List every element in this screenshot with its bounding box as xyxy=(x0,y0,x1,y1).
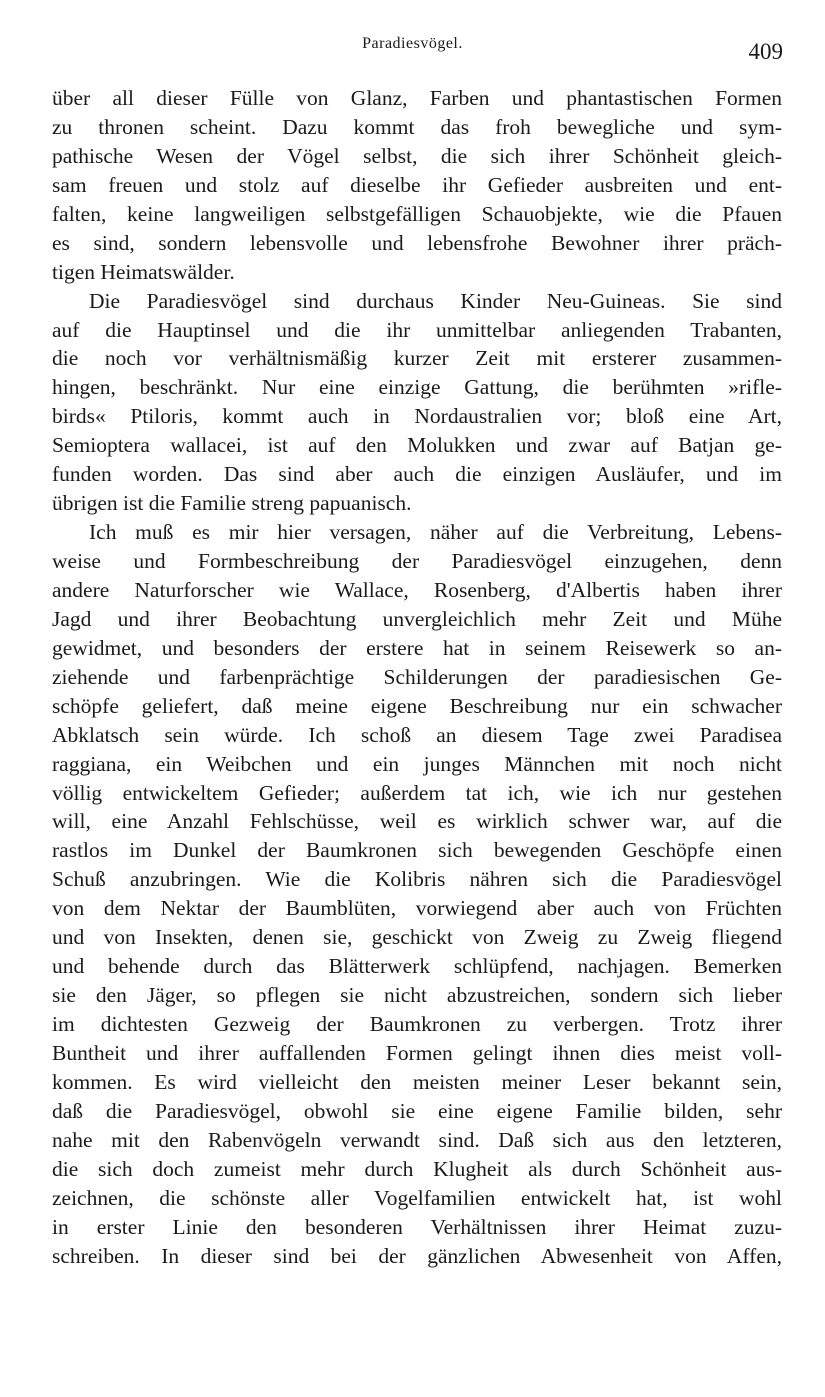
text-line: kommen. Es wird vielleicht den meisten meiner Leser bekannt sein, xyxy=(52,1069,782,1094)
text-line: birds« Ptiloris, kommt auch in Nordaustralien vor; bloß eine Art, xyxy=(52,404,782,429)
text-line: gewidmet, und besonders der erstere hat in seinem Reisewerk so an- xyxy=(52,635,782,660)
text-line: will, eine Anzahl Fehlschüsse, weil es wirklich schwer war, auf die xyxy=(52,809,782,834)
text-line: auf die Hauptinsel und die ihr unmittelbar anliegenden Trabanten, xyxy=(52,317,782,342)
text-line: und von Insekten, denen sie, geschickt von Zweig zu Zweig fliegend xyxy=(52,925,782,950)
text-line: Schuß anzubringen. Wie die Kolibris nähren sich die Paradiesvögel xyxy=(52,867,782,892)
text-line: die sich doch zumeist mehr durch Klugheit als durch Schönheit aus- xyxy=(52,1156,782,1181)
text-line: falten, keine langweiligen selbstgefälligen Schauobjekte, wie die Pfauen xyxy=(52,201,782,226)
text-line: über all dieser Fülle von Glanz, Farben und phantastischen Formen xyxy=(52,86,782,110)
text-line: es sind, sondern lebensvolle und lebensfrohe Bewohner ihrer präch- xyxy=(52,230,782,255)
text-line: Jagd und ihrer Beobachtung unvergleichlich mehr Zeit und Mühe xyxy=(52,606,782,631)
text-line: die noch vor verhältnismäßig kurzer Zeit mit ersterer zusammen- xyxy=(52,346,782,371)
text-line: völlig entwickeltem Gefieder; außerdem tat ich, wie ich nur gestehen xyxy=(52,780,782,805)
text-line: sie den Jäger, so pflegen sie nicht abzustreichen, sondern sich lieber xyxy=(52,983,782,1008)
text-line: in erster Linie den besonderen Verhältnissen ihrer Heimat zuzu- xyxy=(52,1214,782,1239)
page-number: 409 xyxy=(748,39,783,64)
text-line: Semioptera wallacei, ist auf den Molukken und zwar auf Batjan ge- xyxy=(52,433,782,458)
text-line: funden worden. Das sind aber auch die einzigen Ausläufer, und im xyxy=(52,462,782,487)
text-line: nahe mit den Rabenvögeln verwandt sind. Daß sich aus den letzteren, xyxy=(52,1127,782,1152)
text-line: zu thronen scheint. Dazu kommt das froh bewegliche und sym- xyxy=(52,114,782,139)
text-line: andere Naturforscher wie Wallace, Rosenberg, d'Albertis haben ihrer xyxy=(52,577,782,602)
text-line: raggiana, ein Weibchen und ein junges Männchen mit noch nicht xyxy=(52,751,782,776)
text-line: Abklatsch sein würde. Ich schoß an diesem Tage zwei Paradisea xyxy=(52,722,782,747)
text-line: schreiben. In dieser sind bei der gänzlichen Abwesenheit von Affen, xyxy=(52,1243,782,1268)
text-line: schöpfe geliefert, daß meine eigene Beschreibung nur ein schwacher xyxy=(52,693,782,718)
body-text xyxy=(52,84,782,1270)
text-line: rastlos im Dunkel der Baumkronen sich bewegenden Geschöpfe einen xyxy=(52,838,782,863)
text-line: und behende durch das Blätterwerk schlüpfend, nachjagen. Bemerken xyxy=(52,954,782,979)
text-line: im dichtesten Gezweig der Baumkronen zu verbergen. Trotz ihrer xyxy=(52,1012,782,1036)
text-line: zeichnen, die schönste aller Vogelfamilien entwickelt hat, ist wohl xyxy=(52,1185,782,1210)
text-line: Buntheit und ihrer auffallenden Formen gelingt ihnen dies meist voll- xyxy=(52,1040,782,1065)
text-line: hingen, beschränkt. Nur eine einzige Gattung, die berühmten »rifle- xyxy=(52,375,782,400)
text-line: ziehende und farbenprächtige Schilderungen der paradiesischen Ge- xyxy=(52,664,782,689)
text-line: von dem Nektar der Baumblüten, vorwiegend aber auch von Früchten xyxy=(52,896,782,921)
paragraph-first-line: Die Paradiesvögel sind durchaus Kinder Neu-Guineas. Sie sind xyxy=(89,288,782,313)
text-line: daß die Paradiesvögel, obwohl sie eine eigene Familie bilden, sehr xyxy=(52,1098,782,1123)
text-line: übrigen ist die Familie streng papuanisch. xyxy=(52,491,412,516)
running-title: Paradiesvögel. xyxy=(362,35,463,52)
text-line: sam freuen und stolz auf dieselbe ihr Gefieder ausbreiten und ent- xyxy=(52,172,782,197)
paragraph-first-line: Ich muß es mir hier versagen, näher auf die Verbreitung, Lebens- xyxy=(89,520,782,545)
text-line: tigen Heimatswälder. xyxy=(52,259,235,284)
text-line: pathische Wesen der Vögel selbst, die sich ihrer Schönheit gleich- xyxy=(52,143,782,168)
text-line: weise und Formbeschreibung der Paradiesvögel einzugehen, denn xyxy=(52,549,782,573)
